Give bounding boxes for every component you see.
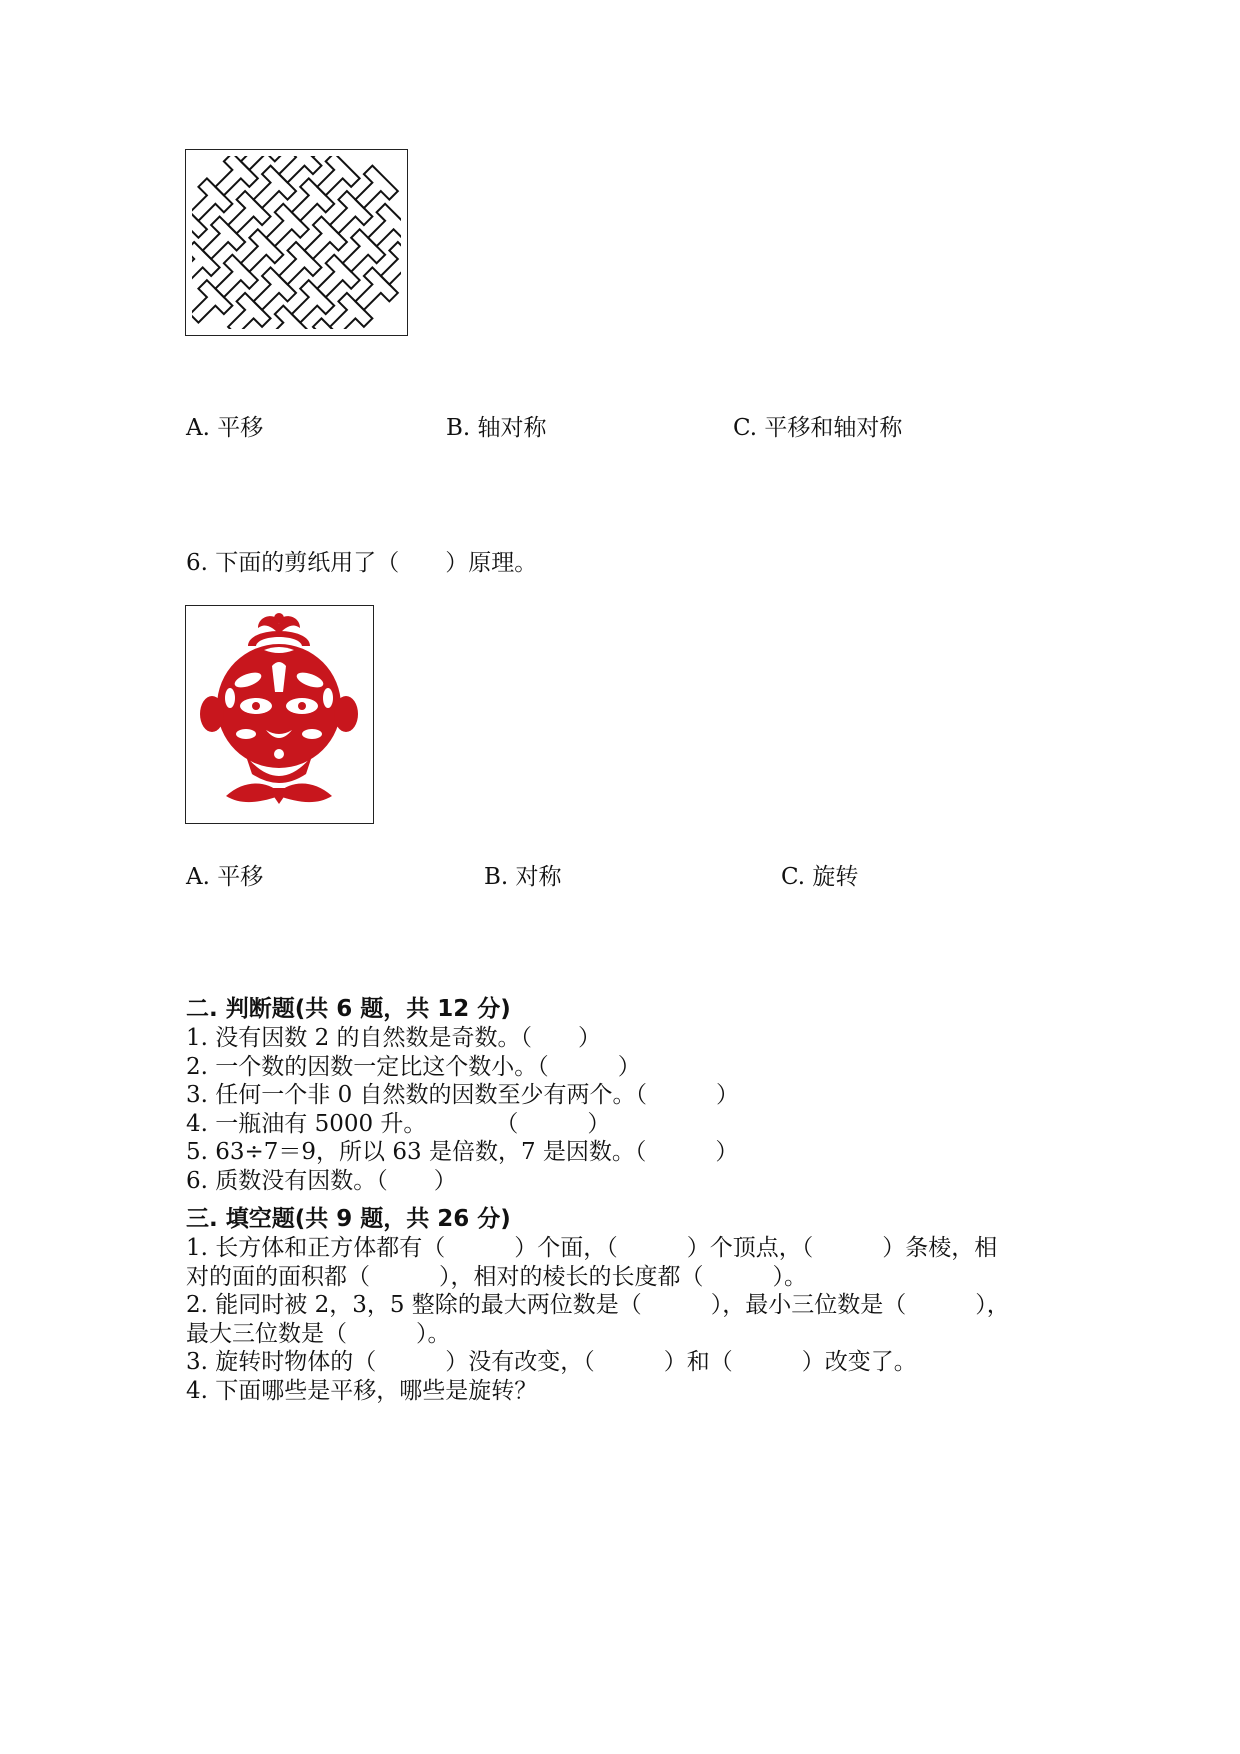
tf-item-6: 6. 质数没有因数。（ ） bbox=[186, 1167, 457, 1194]
tile-shape bbox=[258, 306, 309, 335]
tile-shape bbox=[232, 331, 283, 335]
tile-shape bbox=[186, 204, 207, 255]
q5-option-c[interactable]: C. 平移和轴对称 bbox=[733, 415, 903, 441]
q5-option-b[interactable]: B. 轴对称 bbox=[446, 415, 547, 441]
tile-shape bbox=[258, 150, 309, 153]
tf-item-1: 1. 没有因数 2 的自然数是奇数。（ ） bbox=[186, 1025, 602, 1051]
fill-line-2: 对的面的面积都（ ），相对的棱长的长度都（ ）。 bbox=[186, 1263, 807, 1290]
q6-option-c[interactable]: C. 旋转 bbox=[781, 864, 859, 890]
fill-line-5: 3. 旋转时物体的（ ）没有改变，（ ）和（ ）改变了。 bbox=[186, 1349, 917, 1376]
tile-shape bbox=[232, 150, 283, 178]
papercut-mask-image bbox=[186, 606, 373, 823]
q6-option-a[interactable]: A. 平移 bbox=[186, 864, 264, 890]
fill-line-4: 最大三位数是（ ）。 bbox=[186, 1320, 451, 1347]
tile-shape bbox=[186, 280, 232, 331]
tile-pattern-image bbox=[186, 150, 407, 335]
tf-item-3: 3. 任何一个非 0 自然数的因数至少有两个。（ ） bbox=[186, 1082, 740, 1109]
fill-line-6: 4. 下面哪些是平移，哪些是旋转？ bbox=[186, 1377, 538, 1404]
section2-heading: 二. 判断题(共 6 题，共 12 分) bbox=[186, 996, 511, 1022]
papercut-figure bbox=[185, 605, 374, 824]
section3-list bbox=[186, 1234, 1010, 1406]
fill-line-1: 1. 长方体和正方体都有（ ）个面，（ ）个顶点，（ ）条棱，相 bbox=[186, 1235, 998, 1261]
tf-item-2: 2. 一个数的因数一定比这个数小。（ ） bbox=[186, 1053, 641, 1080]
tile-pattern-figure bbox=[185, 149, 408, 336]
q6-option-b[interactable]: B. 对称 bbox=[484, 864, 562, 890]
q6-question: 6. 下面的剪纸用了（ ）原理。 bbox=[186, 550, 538, 576]
q5-option-a[interactable]: A. 平移 bbox=[186, 415, 264, 441]
section2-list bbox=[186, 1024, 739, 1196]
tf-item-4: 4. 一瓶油有 5000 升。 （ ） bbox=[186, 1110, 611, 1137]
tf-item-5: 5. 63÷7＝9，所以 63 是倍数，7 是因数。（ ） bbox=[186, 1139, 739, 1166]
fill-line-3: 2. 能同时被 2，3，5 整除的最大两位数是（ ），最小三位数是（ ）， bbox=[186, 1292, 1010, 1319]
section3-heading: 三. 填空题(共 9 题，共 26 分) bbox=[186, 1206, 511, 1232]
